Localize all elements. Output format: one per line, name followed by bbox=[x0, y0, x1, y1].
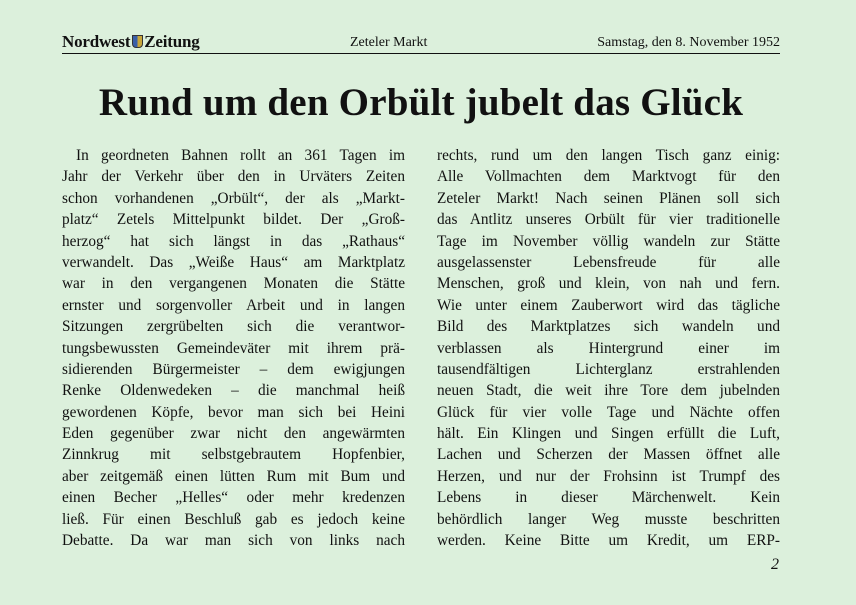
article-line: ausgelassenster Lebensfreude für alle bbox=[437, 253, 780, 271]
article-column-left bbox=[62, 145, 405, 551]
article-line: hält. Ein Klingen und Singen erfüllt die Luft, bbox=[437, 425, 780, 443]
article-line: Debatte. Da war man sich von links nach bbox=[62, 532, 405, 550]
article-line: verblassen als Hintergrund einer im bbox=[437, 339, 780, 357]
article-line: werden. Keine Bitte um Kredit, um ERP- bbox=[437, 532, 780, 550]
article-line: Eden gegenüber zwar nicht den angewärmten bbox=[62, 425, 405, 443]
coat-of-arms-icon bbox=[132, 35, 143, 48]
article-line: gewordenen Köpfe, bevor man sich bei Heini bbox=[62, 403, 405, 421]
section-title: Zeteler Markt bbox=[350, 35, 428, 50]
article-line: Bild des Marktplatzes sich wandeln und bbox=[437, 318, 780, 336]
article-line: aber zeitgemäß einen lütten Rum mit Bum und bbox=[62, 467, 405, 485]
article-line: war in den vergangenen Monaten die Stätte bbox=[62, 275, 405, 293]
article-line: sidierenden Bürgermeister – dem ewigjungen bbox=[62, 360, 405, 378]
article-line: Herzen, und nur der Frohsinn ist Trumpf des bbox=[437, 467, 780, 485]
article-line: Zinnkrug mit selbstgebrautem Hopfenbier, bbox=[62, 446, 405, 464]
article-line: Sitzungen zergrübelten sich die verantwor- bbox=[62, 318, 405, 336]
logo-text-right: Zeitung bbox=[144, 32, 200, 51]
article-column-right bbox=[437, 145, 780, 551]
article-line: rechts, rund um den langen Tisch ganz einig: bbox=[437, 147, 780, 164]
article-line: herzog“ hat sich längst in das „Rathaus“ bbox=[62, 232, 405, 250]
issue-date: Samstag, den 8. November 1952 bbox=[597, 35, 780, 50]
article-line: Glück für vier volle Tage und Nächte offen bbox=[437, 403, 780, 421]
article-line: In geordneten Bahnen rollt an 361 Tagen im bbox=[76, 147, 405, 164]
article-line: tungsbewussten Gemeindeväter mit ihrem prä- bbox=[62, 339, 405, 357]
article-headline: Rund um den Orbült jubelt das Glück bbox=[98, 81, 744, 124]
article-line: ließ. Für einen Beschluß gab es jedoch keine bbox=[62, 510, 405, 528]
article-line: das Antlitz unseres Orbült für vier traditionelle bbox=[437, 211, 780, 229]
article-line: Lachen und Scherzen der Massen öffnet alle bbox=[437, 446, 780, 464]
article-line: behördlich langer Weg musste beschritten bbox=[437, 510, 780, 528]
article-line: einen Becher „Helles“ oder mehr kredenzen bbox=[62, 489, 405, 507]
newspaper-logo bbox=[62, 33, 200, 51]
article-line: ernster und sorgenvoller Arbeit und in langen bbox=[62, 296, 405, 314]
article-line: Menschen, groß und klein, von nah und fern. bbox=[437, 275, 780, 293]
article-line: platz“ Zetels Mittelpunkt bildet. Der „Groß- bbox=[62, 211, 405, 229]
masthead bbox=[62, 33, 780, 54]
page-number: 2 bbox=[771, 556, 779, 573]
article-line: tausendfältigen Lichterglanz erstrahlenden bbox=[437, 360, 780, 378]
article-line: verwandelt. Das „Weiße Haus“ am Marktplatz bbox=[62, 253, 405, 271]
article-line: Alle Vollmachten dem Marktvogt für den bbox=[437, 168, 780, 186]
article-line: Jahr der Verkehr über den in Urväters Zeiten bbox=[62, 168, 405, 186]
logo-text-left: Nordwest bbox=[62, 32, 131, 51]
article-line: Tage im November völlig wandeln zur Stätte bbox=[437, 232, 780, 250]
article-line: Wie unter einem Zauberwort wird das tägliche bbox=[437, 296, 780, 314]
article-line: schon vorhandenen „Orbült“, der als „Markt- bbox=[62, 189, 405, 207]
article-line: Zeteler Markt! Nach seinen Plänen soll sich bbox=[437, 189, 780, 207]
article-line: Lebens in dieser Märchenwelt. Kein bbox=[437, 489, 780, 507]
article-line: Renke Oldenwedeken – die manchmal heiß bbox=[62, 382, 405, 400]
article-line: neuen Stadt, die weit ihre Tore dem jubelnden bbox=[437, 382, 780, 400]
